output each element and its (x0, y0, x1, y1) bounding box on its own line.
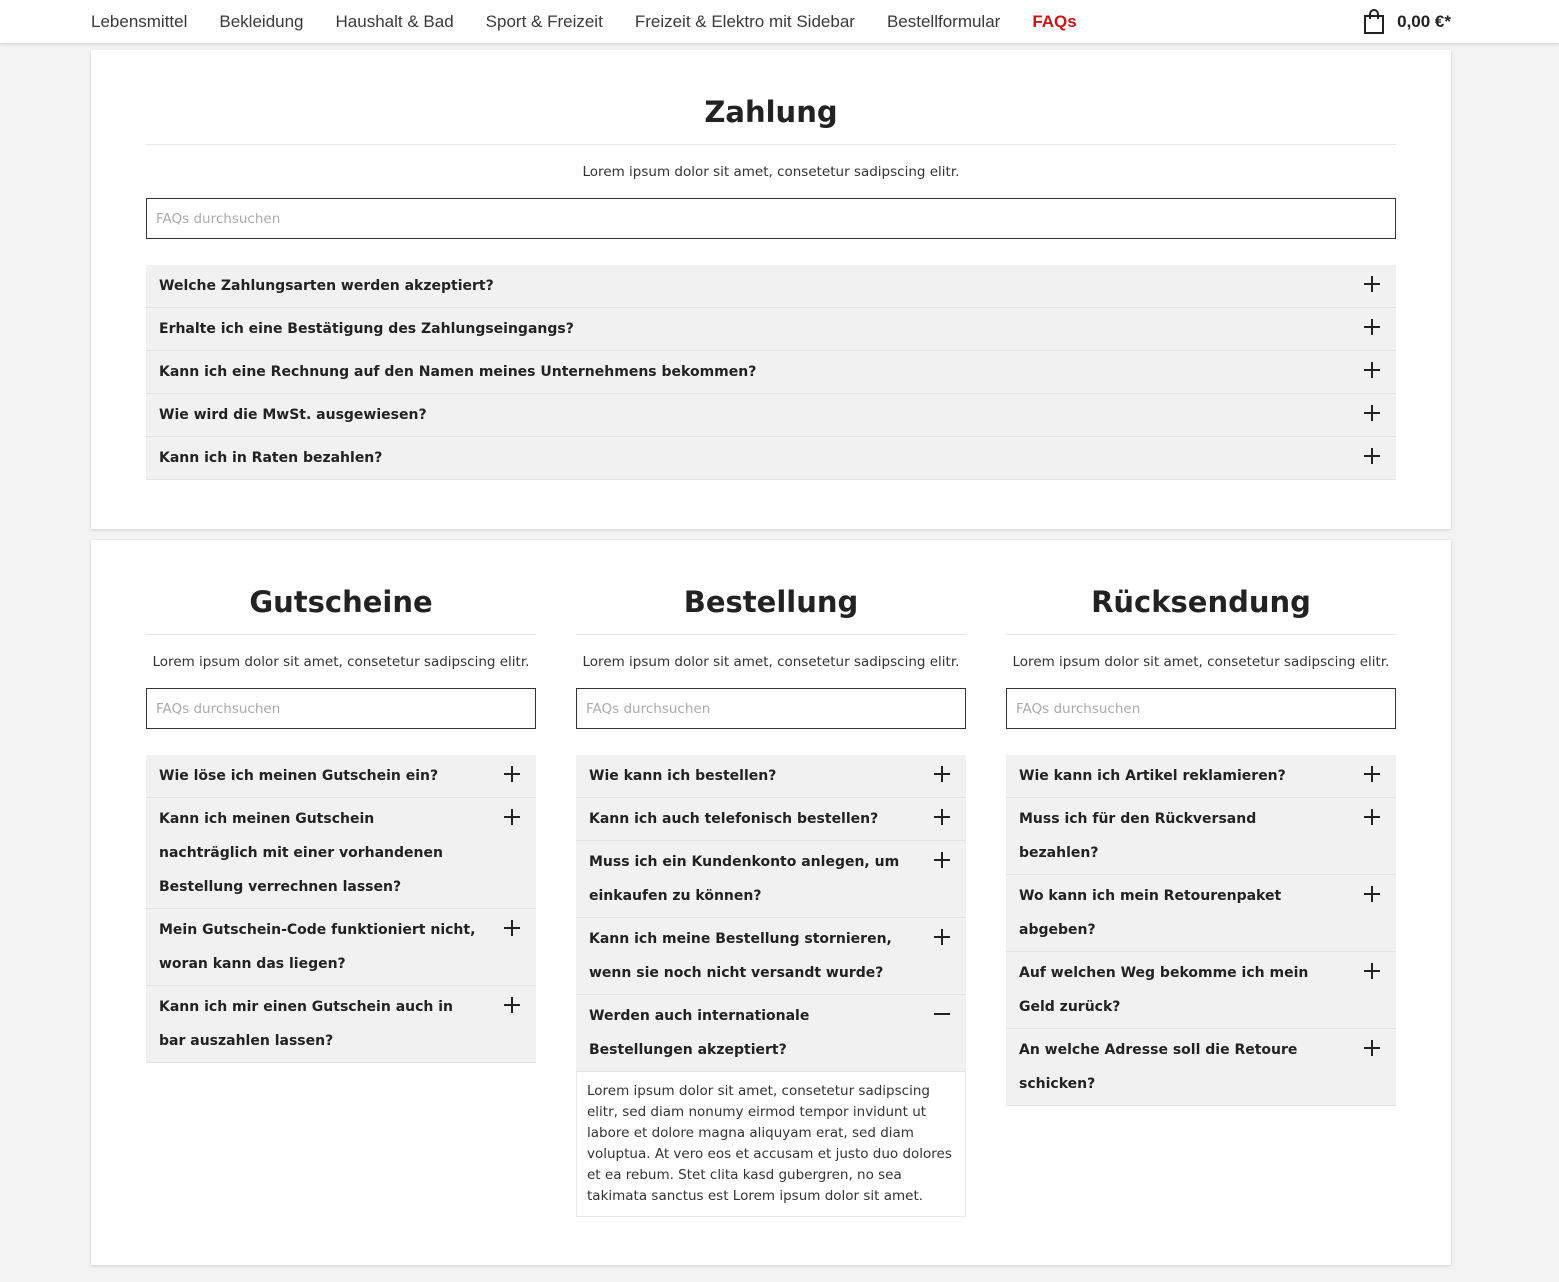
faq-question: Muss ich ein Kundenkonto anlegen, um einkaufen zu können? (589, 854, 900, 904)
faq-question: Mein Gutschein-Code funktioniert nicht, woran kann das liegen? (159, 922, 476, 972)
faq-item[interactable] (146, 265, 1396, 308)
faq-question: Kann ich meinen Gutschein nachträglich mit einer vorhandenen Bestellung verrechnen lassen? (159, 811, 443, 895)
cart-total: 0,00 €* (1397, 12, 1451, 31)
plus-icon[interactable] (1364, 809, 1380, 825)
section-title: Rücksendung (1006, 540, 1396, 635)
faq-item[interactable] (576, 841, 966, 918)
faq-item[interactable] (146, 394, 1396, 437)
faq-search-input[interactable] (1006, 688, 1396, 729)
faq-question: An welche Adresse soll die Retoure schicken? (1019, 1042, 1298, 1092)
faq-item[interactable] (146, 986, 536, 1063)
faq-item[interactable] (1006, 798, 1396, 875)
section-title: Bestellung (576, 540, 966, 635)
plus-icon[interactable] (1364, 405, 1380, 421)
faq-question: Kann ich auch telefonisch bestellen? (589, 811, 879, 827)
faq-section-zahlung (146, 50, 1396, 480)
nav-item-sport-freizeit[interactable]: Sport & Freizeit (485, 12, 603, 31)
faq-item[interactable] (1006, 1029, 1396, 1106)
faq-question: Auf welchen Weg bekomme ich mein Geld zurück? (1019, 965, 1309, 1015)
faq-item-open[interactable] (576, 995, 966, 1072)
faq-answer: Lorem ipsum dolor sit amet, consetetur sadipscing elitr, sed diam nonumy eirmod tempor invidunt ut labore et dolore magna aliquyam erat, sed diam voluptua. At vero eos et accusam et justo duo dolores et ea rebum. Stet clita kasd gubergren, no sea takimata sanctus est Lorem ipsum dolor sit amet. (576, 1072, 966, 1217)
main-menu (91, 0, 1109, 44)
section-description: Lorem ipsum dolor sit amet, consetetur sadipscing elitr. (582, 164, 960, 180)
plus-icon[interactable] (1364, 886, 1380, 902)
faq-question: Welche Zahlungsarten werden akzeptiert? (159, 278, 494, 294)
faq-search-input[interactable] (146, 688, 536, 729)
faq-question: Werden auch internationale Bestellungen akzeptiert? (589, 1008, 810, 1058)
plus-icon[interactable] (504, 766, 520, 782)
faq-search-input[interactable] (576, 688, 966, 729)
faq-question: Wo kann ich mein Retourenpaket abgeben? (1019, 888, 1282, 938)
faq-question: Wie kann ich Artikel reklamieren? (1019, 768, 1286, 784)
nav-item-lebensmittel[interactable]: Lebensmittel (91, 12, 188, 31)
faq-section-gutscheine (146, 540, 536, 1063)
faq-panel-zahlung (91, 50, 1451, 529)
faq-list (1006, 755, 1396, 1106)
faq-item[interactable] (1006, 875, 1396, 952)
plus-icon[interactable] (1364, 963, 1380, 979)
nav-item-freizeit-elektro-sidebar[interactable]: Freizeit & Elektro mit Sidebar (634, 12, 855, 31)
faq-item[interactable] (146, 351, 1396, 394)
faq-item[interactable] (146, 437, 1396, 480)
faq-item[interactable] (146, 755, 536, 798)
plus-icon[interactable] (504, 997, 520, 1013)
faq-search-input[interactable] (146, 198, 1396, 239)
faq-question: Wie löse ich meinen Gutschein ein? (159, 768, 439, 784)
faq-list (576, 755, 966, 1217)
faq-item[interactable] (576, 755, 966, 798)
faq-item[interactable] (146, 909, 536, 986)
faq-item[interactable] (1006, 952, 1396, 1029)
plus-icon[interactable] (504, 809, 520, 825)
faq-list (146, 755, 536, 1063)
plus-icon[interactable] (934, 809, 950, 825)
faq-item[interactable] (576, 918, 966, 995)
nav-item-haushalt-bad[interactable]: Haushalt & Bad (335, 12, 454, 31)
faq-item[interactable] (146, 798, 536, 909)
plus-icon[interactable] (1364, 1040, 1380, 1056)
nav-item-faqs[interactable]: FAQs (1032, 12, 1077, 31)
faq-panel-columns (91, 540, 1451, 1265)
faq-section-bestellung (576, 540, 966, 1217)
nav-item-bekleidung[interactable]: Bekleidung (219, 12, 304, 31)
plus-icon[interactable] (504, 920, 520, 936)
top-navigation (0, 0, 1559, 44)
faq-question: Wie kann ich bestellen? (589, 768, 777, 784)
plus-icon[interactable] (934, 929, 950, 945)
faq-question: Kann ich eine Rechnung auf den Namen meines Unternehmens bekommen? (159, 364, 757, 380)
plus-icon[interactable] (1364, 766, 1380, 782)
section-title: Gutscheine (146, 540, 536, 635)
section-title: Zahlung (146, 50, 1396, 145)
faq-question: Muss ich für den Rückversand bezahlen? (1019, 811, 1257, 861)
faq-item[interactable] (1006, 755, 1396, 798)
plus-icon[interactable] (1364, 362, 1380, 378)
faq-question: Wie wird die MwSt. ausgewiesen? (159, 407, 427, 423)
faq-list (146, 265, 1396, 480)
faq-question: Kann ich in Raten bezahlen? (159, 450, 383, 466)
section-description: Lorem ipsum dolor sit amet, consetetur sadipscing elitr. (582, 654, 960, 670)
minus-icon[interactable] (934, 1006, 950, 1022)
faq-item[interactable] (146, 308, 1396, 351)
section-description: Lorem ipsum dolor sit amet, consetetur sadipscing elitr. (152, 654, 530, 670)
plus-icon[interactable] (934, 766, 950, 782)
faq-question: Kann ich mir einen Gutschein auch in bar auszahlen lassen? (159, 999, 454, 1049)
section-description: Lorem ipsum dolor sit amet, consetetur sadipscing elitr. (1012, 654, 1390, 670)
plus-icon[interactable] (934, 852, 950, 868)
plus-icon[interactable] (1364, 319, 1380, 335)
faq-question: Erhalte ich eine Bestätigung des Zahlungseingangs? (159, 321, 574, 337)
faq-question: Kann ich meine Bestellung stornieren, wenn sie noch nicht versandt wurde? (589, 931, 892, 981)
faq-item[interactable] (576, 798, 966, 841)
shopping-bag-icon (1362, 9, 1386, 35)
plus-icon[interactable] (1364, 276, 1380, 292)
plus-icon[interactable] (1364, 448, 1380, 464)
nav-item-bestellformular[interactable]: Bestellformular (886, 12, 1001, 31)
faq-section-ruecksendung (1006, 540, 1396, 1106)
cart-button[interactable] (1362, 0, 1451, 44)
